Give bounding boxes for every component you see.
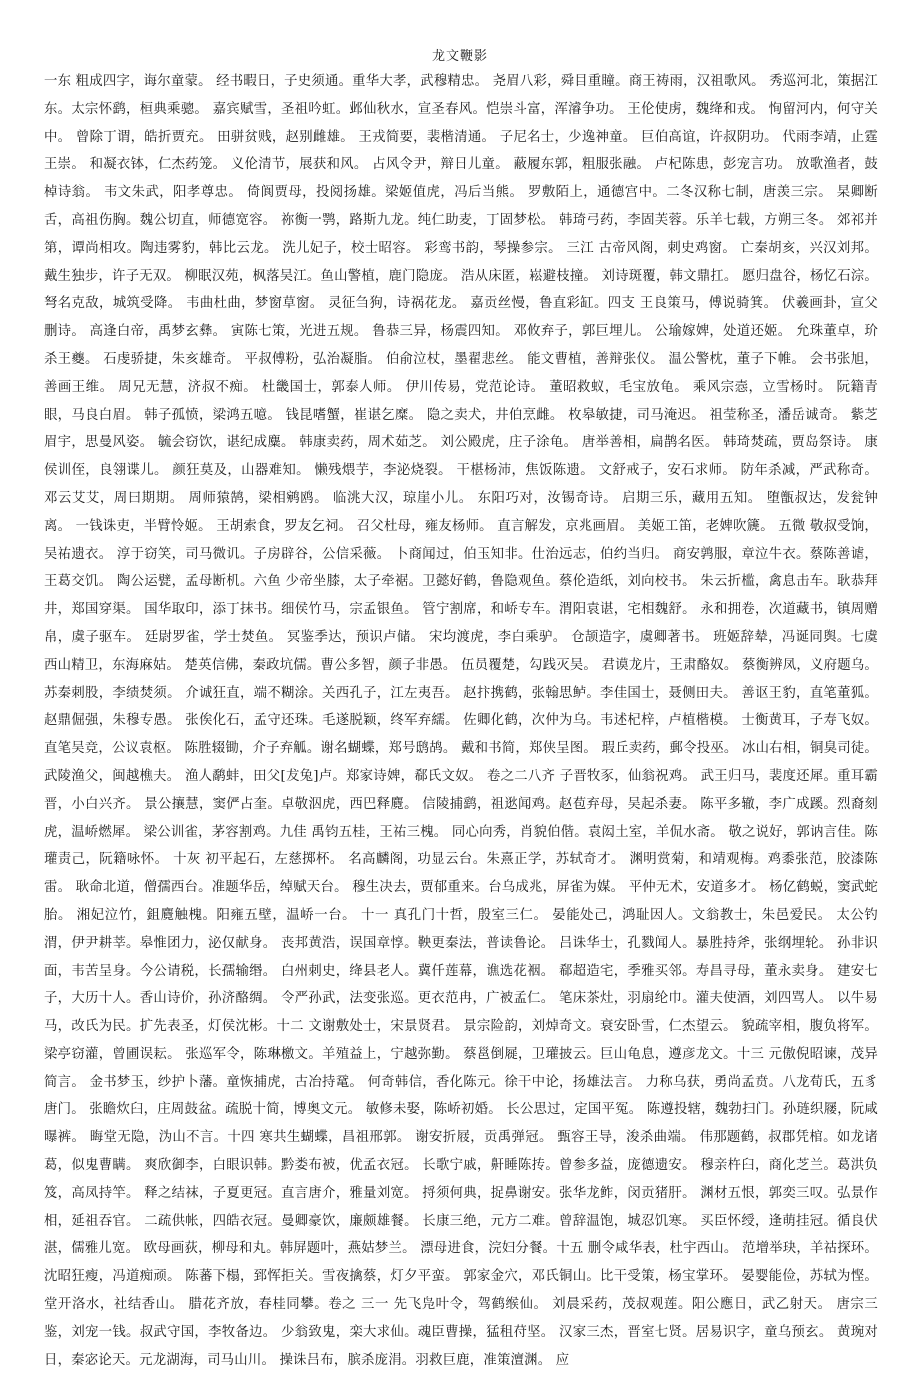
document-body: 一东 粗成四字，诲尔童蒙。 经书暇日，子史须通。重华大孝，武穆精忠。 尧眉八彩，舜目重瞳。商王祷雨，汉祖歌风。 秀巡河北，策据江东。太宗怀鹞，桓典乘骢。 嘉宾赋雪，圣祖吟虹。邺仙秋水，宣圣春风。恺崇斗富，浑濬争功。 王伦使虏，魏绛和戎。 恂留河内，何守关中。 曾除丁谓，皓折贾充。 田骈贫贱，赵别雌雄。 王戎简要，裴楷清通。 子尼名士，少逸神童。 巨伯高谊，许叔阴功。 代雨李靖，止霆王崇。 和凝衣钵，仁杰药笼。 义伦清节，展获和风。 占风令尹，辩日儿童。 蔽履东郭，粗服张融。 卢杞陈患，彭宠言功。 放歌渔者，鼓棹诗翁。 韦文朱武，阳孝尊忠。 倚阆贾母，投阅扬雄。梁姬值虎，冯后当熊。 罗敷陌上，通德宫中。二冬汉称七制，唐羡三宗。 杲卿断舌，高祖伤胸。魏公切直，师德宽容。 祢衡一鹗，路斯九龙。纯仁助麦，丁固梦松。 韩琦弓药，李固芙蓉。乐羊七载，方朔三冬。 郊祁并第，谭尚相攻。陶违雾豹，韩比云龙。 洗儿妃子，校士昭容。 彩鸾书韵，琴操参宗。 三江 古帝风阁，刺史鸡窗。 亡秦胡亥，兴汉刘邦。 戴生独步，许子无双。 柳眠汉苑，枫落吴江。鱼山警植，鹿门隐庞。 浩从床匿，崧避枝撞。 刘诗斑覆，韩文鼎扛。 愿归盘谷，杨忆石淙。 弩名克敌，城筑受降。 韦曲杜曲，梦窗草窗。 灵征刍狗，诗祸花龙。 嘉贡丝慢，鲁直彩缸。四支 王良策马，傅说骑箕。 伏羲画卦，宣父删诗。 高逢白帝，禹梦玄彝。 寅陈七策，光进五规。 鲁恭三异，杨震四知。 邓攸弃子，郭巨埋儿。 公瑜嫁婢，处道还姬。 允珠董卓，玠杀王夔。 石虔骄捷，朱亥雄奇。 平叔傅粉，弘治凝脂。 伯俞泣杖，墨翟悲丝。 能文曹植，善辩张仪。 温公警枕，董子下帷。 会书张旭，善画王维。 周兄无慧，济叔不痴。 杜畿国士，郭泰人师。 伊川传易，党范论诗。 董昭救蚁，毛宝放龟。 乘风宗悫，立雪杨时。 阮籍青眼，马良白眉。 韩子孤愤，梁鸿五噫。 钱昆嗜蟹，崔谌乞糜。 隐之卖犬，井伯烹雌。 枚皋敏捷，司马淹迟。 祖莹称圣，潘岳诚奇。 紫芝眉宇，思曼风姿。 毓会窃饮，谌纪成麋。 韩康卖药，周术茹芝。 刘公殿虎，庄子涂龟。 唐举善相，扁鹊名医。 韩琦焚疏，贾岛祭诗。 康侯训侄，良翎谍儿。 颜狂莫及，山器难知。 懒残煨芋，李泌烧裂。 干椹杨沛，焦饭陈遗。 文舒戒子，安石求师。 防年杀减，严武称奇。 邓云艾艾，周曰期期。 周师猿鹄，梁相鹓鸥。 临洮大汉，琼崖小儿。 东阳巧对，汝锡奇诗。 启期三乐，藏用五知。 堕甑叔达，发瓮钟离。 一钱诛吏，半臂怜姬。 王胡索食，罗友乞祠。 召父杜母，雍友杨师。 直言解发，京兆画眉。 美姬工笛，老婢吹篪。 五微 敬叔受饷，吴祐遗衣。 淳于窃笑，司马微讥。子房辟谷，公信采薇。 卜商闻过，伯玉知非。仕治远志，伯约当归。 商安鹑服，章泣牛衣。蔡陈善谑，王葛交饥。 陶公运甓，孟母断机。六鱼 少帝坐膝，太子牵裾。卫懿好鹤，鲁隐观鱼。蔡伦造纸，刘向校书。 朱云折槛，禽息击车。耿恭拜井，郑国穿渠。 国华取印，添丁抹书。细侯竹马，宗孟银鱼。 管宁割席，和峤专车。渭阳袁谌，宅相魏舒。 永和拥卷，次道藏书，镇周赠帛，虞子驱车。 廷尉罗雀，学士焚鱼。 冥鉴季达，预识卢储。 宋均渡虎，李白乘驴。 仓颉造字，虞卿著书。 班姬辞辇，冯诞同舆。七虞 西山精卫，东海麻姑。 楚英信佛，秦政坑儒。曹公多智，颜子非愚。 伍员覆楚，勾践灭吴。 君谟龙片，王肃酪奴。 蔡衡辨凤，义府题乌。苏秦刺股，李绩焚须。 介诚狂直，端不糊涂。关西孔子，江左夷吾。 赵抃携鹤，张翰思鲈。李佳国士，聂侧田夫。 善讴王豹，直笔董狐。赵鼎倔强，朱穆专愚。 张俟化石，孟守还珠。毛遂脱颖，终军弃繻。 佐卿化鹤，次仲为乌。韦述杞梓，卢植楷模。 士衡黄耳，子寿飞奴。直笔吴竞，公议袁枢。 陈胜辍锄，介子弃觚。谢名蝴蝶，郑号鸱鸪。 戴和书简，郑侠呈图。 瑕丘卖药，郵令投巫。 冰山右相，铜臭司徒。武陵渔父，闽越樵夫。 渔人鹬蚌，田父[犮兔]卢。郑家诗婢，郗氏文奴。 卷之二八齐 子晋牧豕，仙翁祝鸡。 武王归马，裴度还犀。重耳霸晋，小白兴齐。 景公攘慧，窦俨占奎。卓敬泅虎，西巴释麑。 信陵捕鹞，祖逖闻鸡。赵苞弃母，吴起杀妻。 陈平多辙，李广成蹊。烈裔刻虎，温峤燃犀。 梁公训雀，茅容割鸡。九佳 禹钧五桂，王祐三槐。 同心向秀，肖貌伯偕。袁闳土室，羊侃水斋。 敬之说好，郭讷言佳。陈瓘责己，阮籍咏怀。 十灰 初平起石，左慈掷杯。 名高麟阁，功显云台。朱熹正学，苏轼奇才。 渊明赏菊，和靖观梅。鸡黍张范，胶漆陈雷。 耿命北道，僧孺西台。准题华岳，绰赋天台。 穆生决去，贾郁重来。台乌成兆，屏雀为媒。 平仲无术，安道多才。 杨亿鹤蜕，窦武蛇胎。 湘妃泣竹，鉏麑触槐。阳雍五壁，温峤一台。 十一 真孔门十哲，殷室三仁。 晏能处己，鸿耻因人。文翁教士，朱邑爱民。 太公钓渭，伊尹耕莘。皋惟团力，泌仅献身。 丧邦黄浩，误国章惇。鞅更秦法，普读鲁论。 吕诛华士，孔戮闻人。暴胜持斧，张纲埋轮。 孙非识面，韦苦呈身。今公请税，长孺输缗。 白州刺史，绛县老人。冀仟莲幕，谯选花裀。 郗超造宅，季雅买邻。寿昌寻母，董永卖身。 建安七子，大历十人。香山诗价，孙济酪绸。 令严孙武，法变张巡。更衣范冉，广被孟仁。 笔床茶灶，羽扇纶巾。灌夫使酒，刘四骂人。 以牛易马，改氏为民。扩先表圣，灯侯沈彬。十二 文谢敷处士，宋景贤君。 景宗险韵，刘焯奇文。衰安卧雪，仁杰望云。 貌疏宰相，腹负将军。梁亭窃灌，曾圃误耘。 张巡军令，陈琳檄文。羊殖益上，宁越弥勤。 蔡邕倒屣，卫瓘披云。巨山龟息，遵彦龙文。十三 元傲倪昭谏，茂异简言。 金书梦玉，纱护卜藩。童恢捕虎，古冶持鼋。 何奇韩信，香化陈元。徐干中论，扬雄法言。 力称乌获，勇尚孟贲。八龙荀氏，五豸唐门。 张瞻炊臼，庄周鼓盆。疏脱十简，博奥文元。 敏修未娶，陈峤初婚。 长公思过，定国平冤。 陈遵投辖，魏勃扫门。孙琏织屦，阮咸曝裤。 晦堂无隐，沩山不言。十四 寒共生蝴蝶，昌祖邢郭。 谢安折屐，贡禹弹冠。 甄容王导，浚杀曲端。 伟那题鹤，叔郡凭棺。如龙诸葛，似鬼曹瞒。 爽欣御李，白眼识韩。黔娄布被，优孟衣冠。 长歌宁戚，鼾睡陈抟。曾参多益，庞德遗安。 穆亲杵臼，商化芝兰。葛洪负笈，高凤持竿。 释之结袜，子夏更冠。直言唐介，雅量刘宽。 捋须何典，捉鼻谢安。张华龙鲊，闵贡猪肝。 渊材五恨，郭奕三叹。弘景作相，延祖吞官。 二疏供帐，四皓衣冠。曼卿豪饮，廉颇雄餐。 长康三绝，元方二难。曾辞温饱，城忍饥寒。 买臣怀绶，逢萌挂冠。循良伏湛，儒雅儿宽。 欧母画荻，柳母和丸。韩屏题叶，燕姑梦兰。 漂母进食，浣妇分餐。十五 删令咸华表，杜宇西山。 范增举玦，羊祜探环。沈昭狂瘦，冯道痴顽。 陈蕃下榻，郅恽拒关。雪夜擒蔡，灯夕平蛮。 郭家金穴，邓氏铜山。比干受策，杨宝掌环。 晏婴能俭，苏轼为悭。堂开洛水，社结香山。 腊花齐放，春桂同攀。卷之 三一 先飞凫叶令，驾鹤缑仙。 刘晨采药，茂叔观莲。阳公應日，武乙射天。 唐宗三鉴，刘宠一钱。叔武守国，李牧备边。 少翁致鬼，栾大求仙。魂臣曹操，猛租苻坚。 汉家三杰，晋室七贤。居易识字，童乌预玄。 黄琬对日，秦宓论天。元龙湖海，司马山川。 操诛吕布，膑杀庞涓。羽救巨鹿，准策澶渊。 应 [44,74,878,1368]
document-title: 龙文鞭影 [431,49,488,64]
